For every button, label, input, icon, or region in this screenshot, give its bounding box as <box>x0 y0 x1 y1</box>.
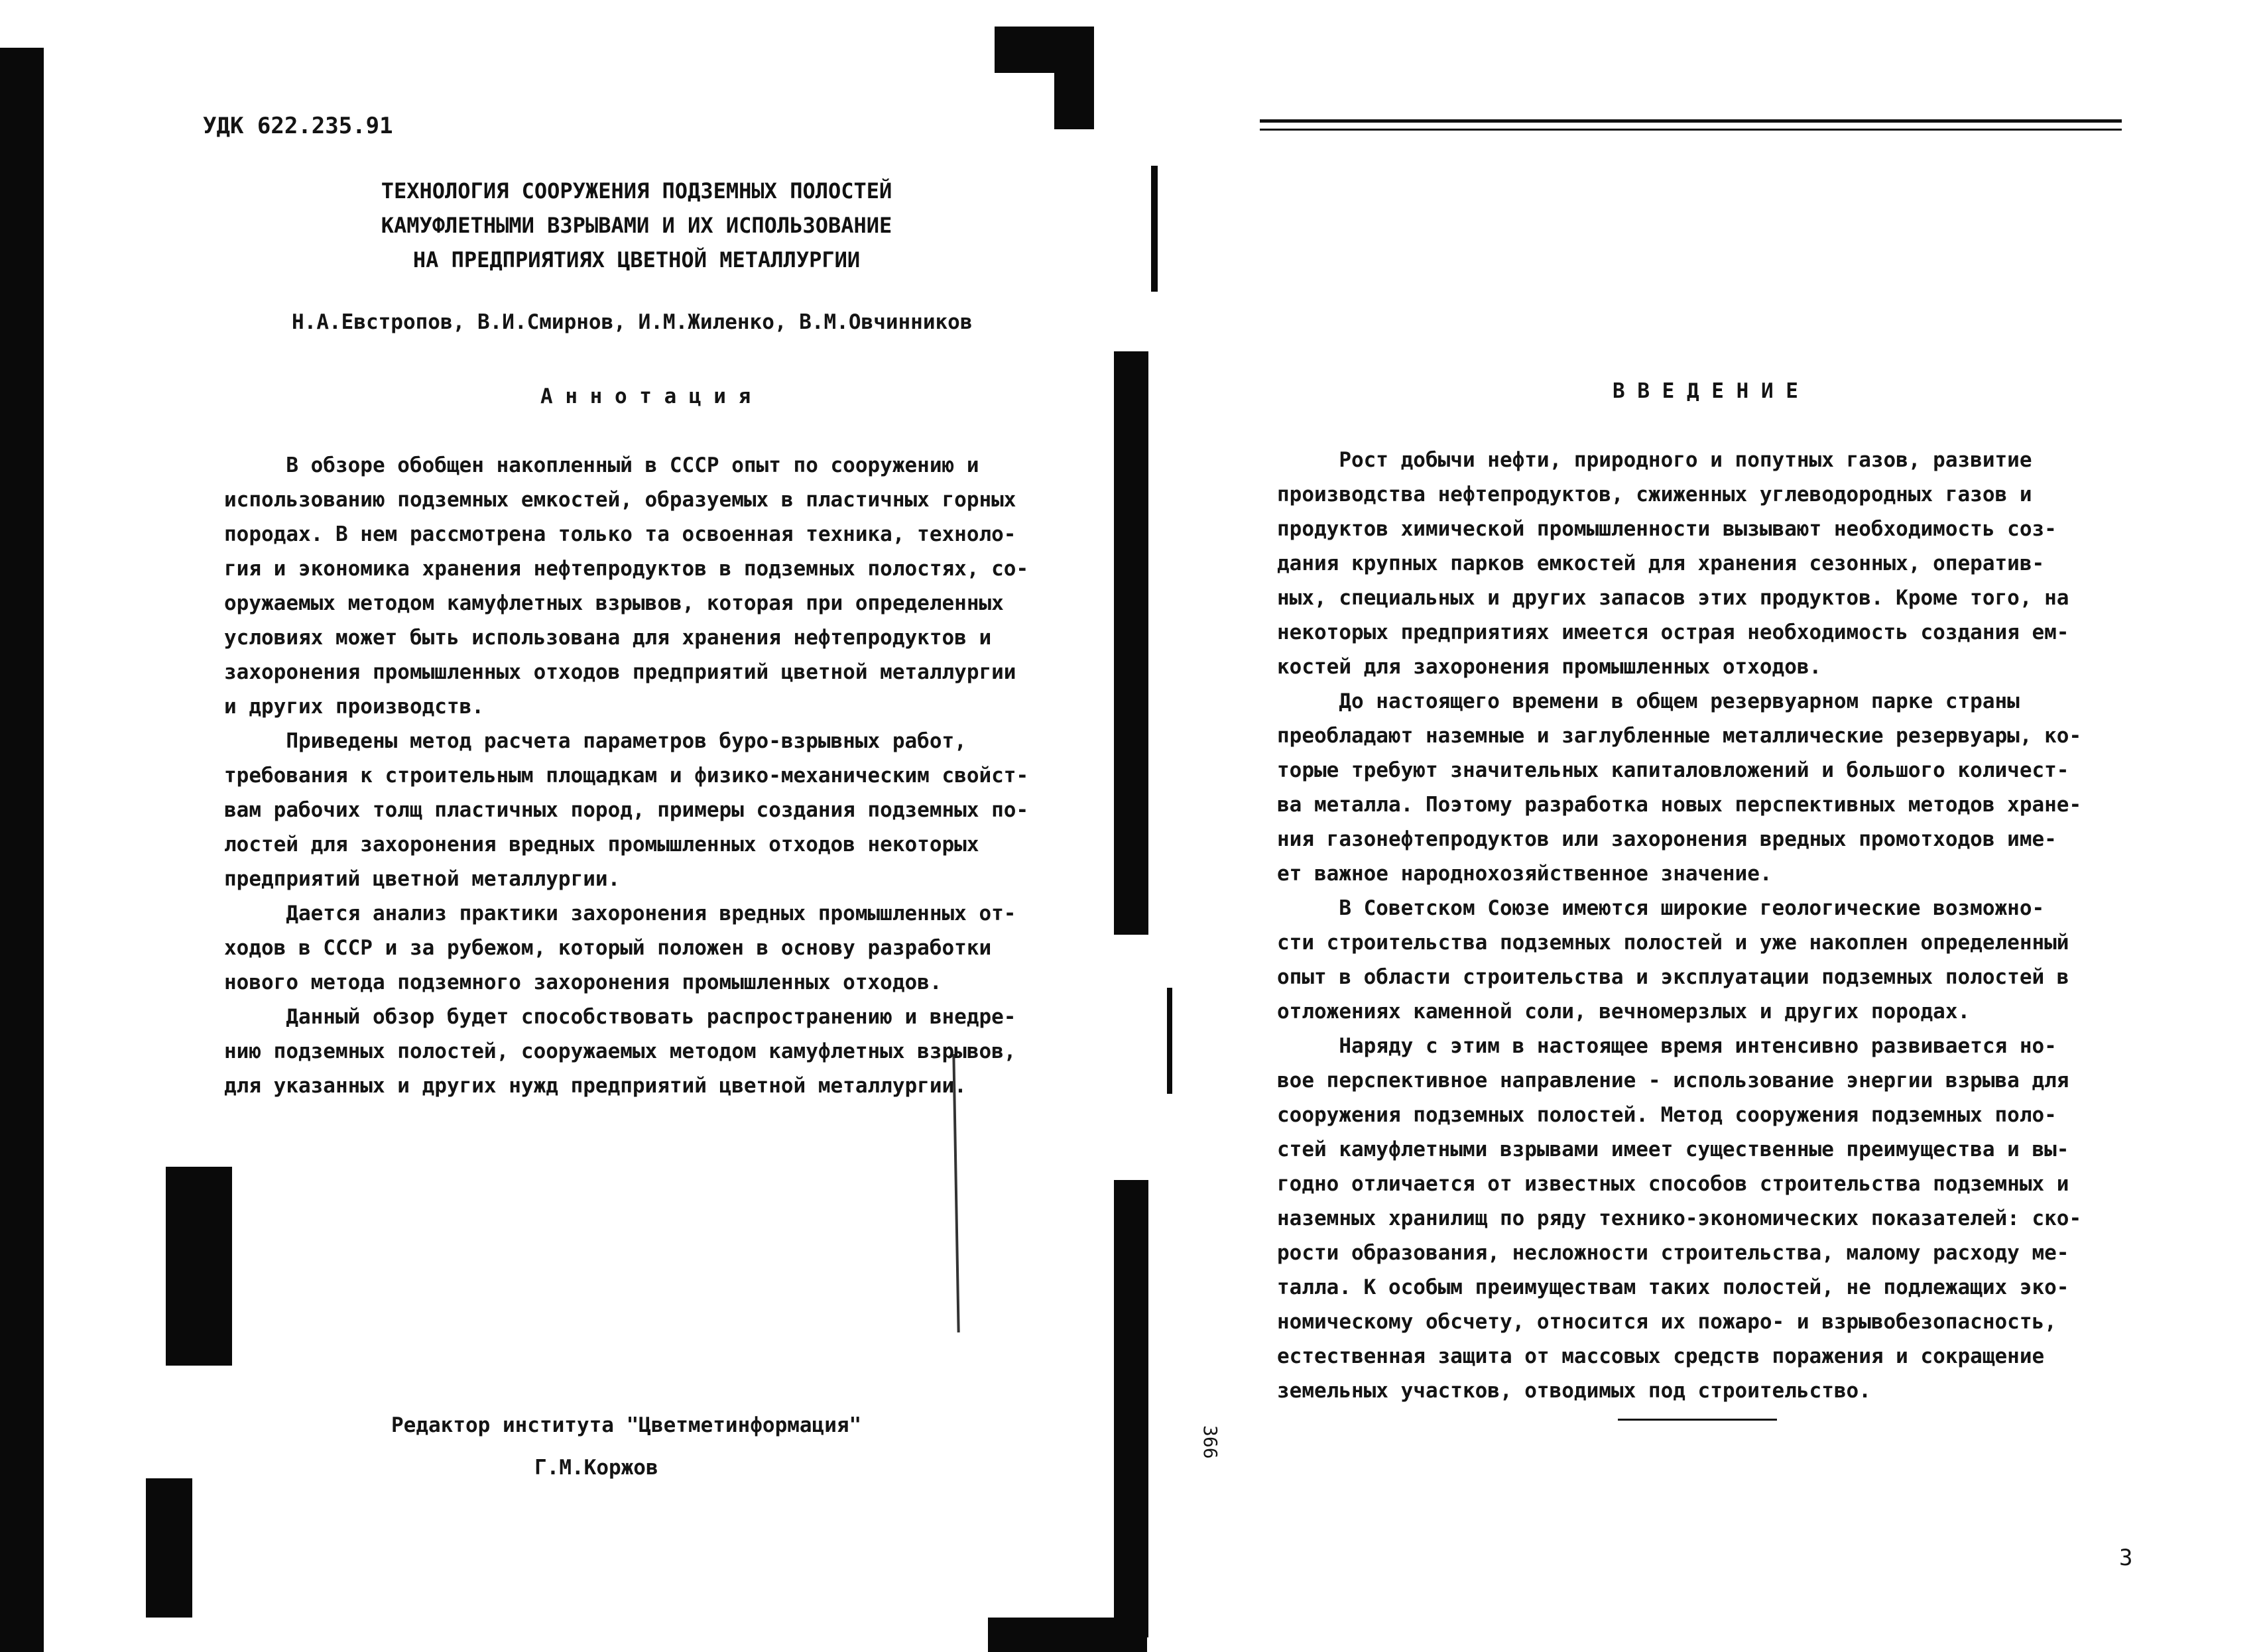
introduction-heading: В В Е Д Е Н И Е <box>1613 379 1798 403</box>
abstract-line: и других производств. <box>224 695 484 719</box>
body-line: некоторых предприятиях имеется острая необходимость создания ем- <box>1277 620 2069 644</box>
abstract-line: требования к строительным площадкам и физико-механическим свойст- <box>224 764 1029 788</box>
scan-gutter-bottom-blot <box>988 1618 1147 1652</box>
title-line: КАМУФЛЕТНЫМИ ВЗРЫВАМИ И ИХ ИСПОЛЬЗОВАНИЕ <box>381 213 892 238</box>
body-line: продуктов химической промышленности вызывают необходимость соз- <box>1277 517 2057 541</box>
body-line: Рост добычи нефти, природного и попутных газов, развитие <box>1277 448 2032 472</box>
abstract-line: для указанных и других нужд предприятий цветной металлургии. <box>224 1074 967 1098</box>
title-line: ТЕХНОЛОГИЯ СООРУЖЕНИЯ ПОДЗЕМНЫХ ПОЛОСТЕЙ <box>381 178 892 204</box>
body-line: вое перспективное направление - использование энергии взрыва для <box>1277 1069 2069 1092</box>
body-line: земельных участков, отводимых под строительство. <box>1277 1379 1871 1403</box>
abstract-line: условиях может быть использована для хранения нефтепродуктов и <box>224 626 992 650</box>
gutter-stamp-number: 366 <box>1199 1425 1221 1459</box>
udc-code: УДК 622.235.91 <box>203 113 393 139</box>
abstract-line: породах. В нем рассмотрена только та освоенная техника, техноло- <box>224 522 1016 546</box>
title-line: НА ПРЕДПРИЯТИЯХ ЦВЕТНОЙ МЕТАЛЛУРГИИ <box>412 247 861 272</box>
scan-gutter-shadow-upper <box>1114 351 1148 935</box>
abstract-line: Дается анализ практики захоронения вредных промышленных от- <box>224 902 1016 925</box>
abstract-line: использованию подземных емкостей, образуемых в пластичных горных <box>224 488 1016 512</box>
body-line: торые требуют значительных капиталовложений и большого количест- <box>1277 758 2069 782</box>
body-line: Наряду с этим в настоящее время интенсивно развивается но- <box>1277 1034 2057 1058</box>
scan-left-edge-band <box>0 48 44 1652</box>
body-line: номическому обсчету, относится их пожаро- и взрывобезопасность, <box>1277 1310 2057 1334</box>
body-line: рости образования, несложности строительства, малому расходу ме- <box>1277 1241 2069 1265</box>
section-end-rule <box>1618 1419 1777 1421</box>
abstract-line: гия и экономика хранения нефтепродуктов в подземных полостях, со- <box>224 557 1029 581</box>
body-line: костей для захоронения промышленных отходов. <box>1277 655 1822 679</box>
body-line: ет важное народнохозяйственное значение. <box>1277 862 1772 886</box>
body-line: ния газонефтепродуктов или захоронения вредных промотходов име- <box>1277 827 2057 851</box>
body-line: опыт в области строительства и эксплуатации подземных полостей в <box>1277 965 2069 989</box>
abstract-line: В обзоре обобщен накопленный в СССР опыт по сооружению и <box>224 453 979 477</box>
abstract-line: захоронения промышленных отходов предприятий цветной металлургии <box>224 660 1016 684</box>
body-line: талла. К особым преимуществам таких полостей, не подлежащих эко- <box>1277 1275 2069 1299</box>
body-line: дания крупных парков емкостей для хранения сезонных, оператив- <box>1277 552 2045 575</box>
abstract-line: вам рабочих толщ пластичных пород, примеры создания подземных по- <box>224 798 1029 822</box>
scan-top-gutter-blot-2 <box>1054 66 1094 129</box>
document-title <box>305 174 968 277</box>
abstract-body <box>224 448 1028 1103</box>
scan-left-blot-lower <box>166 1167 232 1366</box>
abstract-line: оружаемых методом камуфлетных взрывов, которая при определенных <box>224 591 1004 615</box>
abstract-line: нию подземных полостей, сооружаемых методом камуфлетных взрывов, <box>224 1039 1016 1063</box>
header-rule-top <box>1260 119 2122 123</box>
introduction-body <box>1277 443 2081 1408</box>
body-line: преобладают наземные и заглубленные металлические резервуары, ко- <box>1277 724 2082 748</box>
body-line: отложениях каменной соли, вечномерзлых и других породах. <box>1277 1000 1971 1024</box>
abstract-line: предприятий цветной металлургии. <box>224 867 621 891</box>
authors: Н.А.Евстропов, В.И.Смирнов, И.М.Жиленко, В.М.Овчинников <box>292 310 973 334</box>
scan-gutter-shadow-lower <box>1114 1180 1148 1637</box>
page-number: 3 <box>2119 1545 2133 1571</box>
scan-gutter-mark-upper <box>1151 166 1158 292</box>
abstract-line: Приведены метод расчета параметров буро-взрывных работ, <box>224 729 967 753</box>
body-line: В Советском Союзе имеются широкие геологические возможно- <box>1277 896 2045 920</box>
body-line: сти строительства подземных полостей и уже накоплен определенный <box>1277 931 2069 955</box>
editor-label: Редактор института "Цветметинформация" <box>391 1413 862 1437</box>
body-line: ва металла. Поэтому разработка новых перспективных методов хране- <box>1277 793 2082 817</box>
body-line: наземных хранилищ по ряду технико-экономических показателей: ско- <box>1277 1207 2082 1230</box>
body-line: До настоящего времени в общем резервуарном парке страны <box>1277 689 2020 713</box>
abstract-line: лостей для захоронения вредных промышленных отходов некоторых <box>224 833 979 856</box>
scan-bottom-left-blot <box>146 1478 192 1618</box>
body-line: стей камуфлетными взрывами имеет существенные преимущества и вы- <box>1277 1138 2069 1161</box>
body-line: годно отличается от известных способов строительства подземных и <box>1277 1172 2069 1196</box>
scan-gutter-mark-lower <box>1167 988 1172 1094</box>
body-line: производства нефтепродуктов, сжиженных углеводородных газов и <box>1277 483 2032 506</box>
editor-name: Г.М.Коржов <box>534 1456 658 1480</box>
body-line: естественная защита от массовых средств поражения и сокращение <box>1277 1344 2045 1368</box>
abstract-line: нового метода подземного захоронения промышленных отходов. <box>224 971 942 994</box>
abstract-heading: А н н о т а ц и я <box>540 384 751 408</box>
body-line: ных, специальных и других запасов этих продуктов. Кроме того, на <box>1277 586 2069 610</box>
header-rule-bottom <box>1260 129 2122 131</box>
abstract-line: ходов в СССР и за рубежом, который положен в основу разработки <box>224 936 992 960</box>
body-line: сооружения подземных полостей. Метод сооружения подземных поло- <box>1277 1103 2057 1127</box>
abstract-line: Данный обзор будет способствовать распространению и внедре- <box>224 1005 1016 1029</box>
